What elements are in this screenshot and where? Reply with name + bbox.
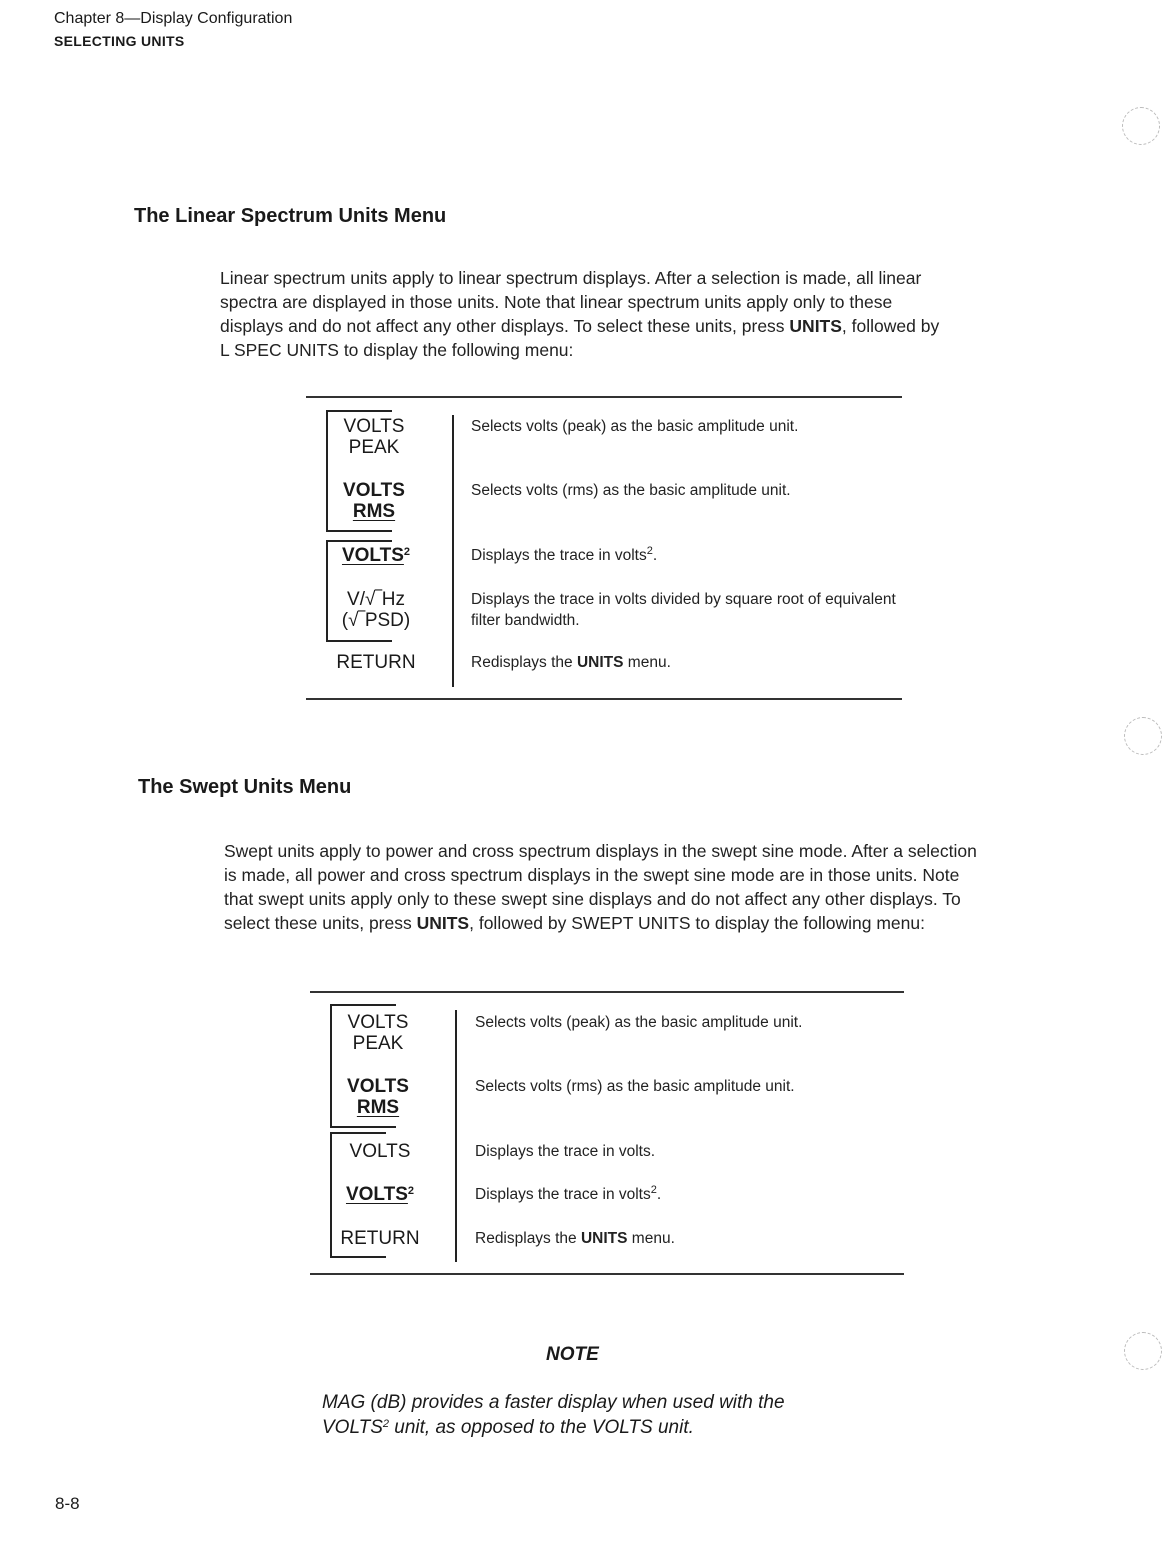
- linear-softkey-volts-peak[interactable]: [324, 416, 424, 458]
- softkey-line-1: VOLTS: [343, 416, 405, 437]
- linear-menu-bottom-rule: [306, 698, 902, 700]
- swept-intro-text-1: Swept units apply to power and cross spectrum displays in the swept sine mode. After a selection is made, all power and cross spectrum displays in the swept sine mode are in those units. Note that swept units apply only to these swept sine displays and do not affect any other displays. To select these units, press: [224, 841, 977, 933]
- note-line-2: [322, 1415, 882, 1440]
- softkey-line-2: PEAK: [348, 437, 400, 458]
- linear-desc-volts-squared: [471, 545, 891, 566]
- linear-menu-top-rule: [306, 396, 902, 398]
- linear-section-title: The Linear Spectrum Units Menu: [134, 205, 447, 227]
- linear-desc-v-per-root-hz: Displays the trace in volts divided by square root of equivalent filter bandwidth.: [471, 591, 896, 629]
- linear-desc-volts-rms: Selects volts (rms) as the basic amplitude unit.: [471, 482, 791, 499]
- swept-menu-bottom-rule: [310, 1273, 904, 1275]
- softkey-superscript: 2: [407, 1185, 415, 1197]
- linear-intro-units-key: UNITS: [789, 316, 842, 336]
- softkey-label: VOLTS: [341, 545, 404, 566]
- page-number: 8-8: [55, 1494, 80, 1513]
- linear-menu-divider: [452, 415, 454, 687]
- linear-softkey-volts-squared[interactable]: [326, 545, 426, 566]
- desc-text: Displays the trace in volts: [471, 547, 647, 564]
- linear-softkey-return[interactable]: RETURN: [336, 652, 416, 673]
- desc-pre: Redisplays the: [475, 1230, 581, 1247]
- softkey-line-2: PEAK: [352, 1033, 404, 1054]
- binder-hole-middle: [1124, 717, 1162, 755]
- swept-menu-divider: [455, 1010, 457, 1262]
- softkey-line-2: (√‾PSD): [341, 610, 411, 631]
- softkey-label: VOLTS: [345, 1184, 408, 1205]
- swept-menu-top-rule: [310, 991, 904, 993]
- softkey-line-2: RMS: [352, 501, 396, 522]
- swept-intro-text-2: , followed by SWEPT UNITS to display the following menu:: [469, 913, 925, 933]
- desc-pre: Redisplays the: [471, 654, 577, 671]
- softkey-line-2: RMS: [356, 1097, 400, 1118]
- desc-end: .: [652, 547, 658, 564]
- desc-post: menu.: [623, 654, 671, 671]
- linear-softkey-v-per-root-hz[interactable]: [326, 589, 426, 631]
- swept-desc-return: [475, 1228, 895, 1249]
- desc-superscript: 2: [646, 545, 653, 557]
- softkey-line-1: VOLTS: [347, 1012, 409, 1033]
- chapter-header: Chapter 8—Display Configuration: [54, 10, 293, 27]
- linear-softkey-volts-rms[interactable]: [324, 480, 424, 522]
- linear-desc-volts-peak: Selects volts (peak) as the basic amplitude unit.: [471, 418, 799, 435]
- swept-intro-paragraph: [224, 839, 980, 935]
- linear-intro-paragraph: [220, 266, 948, 362]
- note-line-2-rest: unit, as opposed to the VOLTS unit.: [389, 1417, 694, 1438]
- section-header: SELECTING UNITS: [54, 33, 185, 49]
- desc-superscript: 2: [650, 1184, 657, 1196]
- desc-bold: UNITS: [580, 1230, 628, 1247]
- swept-softkey-volts[interactable]: VOLTS: [349, 1141, 411, 1162]
- linear-intro-text-2: , followed by L SPEC UNITS to display the following menu:: [220, 316, 940, 360]
- note-body: [322, 1390, 882, 1440]
- linear-desc-return: [471, 652, 891, 673]
- binder-hole-top: [1122, 107, 1160, 145]
- note-volts: VOLTS: [322, 1417, 383, 1438]
- softkey-line-1: V/√‾Hz: [347, 589, 405, 610]
- note-superscript: 2: [382, 1418, 390, 1430]
- binder-hole-bottom: [1124, 1332, 1162, 1370]
- desc-post: menu.: [627, 1230, 675, 1247]
- note-title: NOTE: [546, 1344, 599, 1365]
- softkey-line-1: VOLTS: [343, 480, 405, 501]
- desc-end: .: [656, 1186, 662, 1203]
- swept-softkey-return[interactable]: RETURN: [340, 1228, 420, 1249]
- swept-desc-volts-rms: Selects volts (rms) as the basic amplitude unit.: [475, 1078, 795, 1095]
- swept-desc-volts-squared: [475, 1184, 895, 1205]
- desc-bold: UNITS: [576, 654, 624, 671]
- linear-intro-text-1: Linear spectrum units apply to linear spectrum displays. After a selection is made, all linear spectra are displayed in those units. Note that linear spectrum units apply only to these displays and do not affect any other displays. To select these units, press: [220, 268, 922, 336]
- swept-section-title: The Swept Units Menu: [138, 776, 352, 798]
- swept-desc-volts-peak: Selects volts (peak) as the basic amplitude unit.: [475, 1014, 803, 1031]
- softkey-superscript: 2: [403, 546, 411, 558]
- note-line-1: MAG (dB) provides a faster display when used with the: [322, 1392, 785, 1413]
- softkey-line-1: VOLTS: [347, 1076, 409, 1097]
- swept-softkey-volts-peak[interactable]: [328, 1012, 428, 1054]
- swept-desc-volts: Displays the trace in volts.: [475, 1143, 656, 1160]
- swept-softkey-volts-rms[interactable]: [328, 1076, 428, 1118]
- desc-text: Displays the trace in volts: [475, 1186, 651, 1203]
- swept-intro-units-key: UNITS: [416, 913, 470, 933]
- swept-softkey-volts-squared[interactable]: [330, 1184, 430, 1205]
